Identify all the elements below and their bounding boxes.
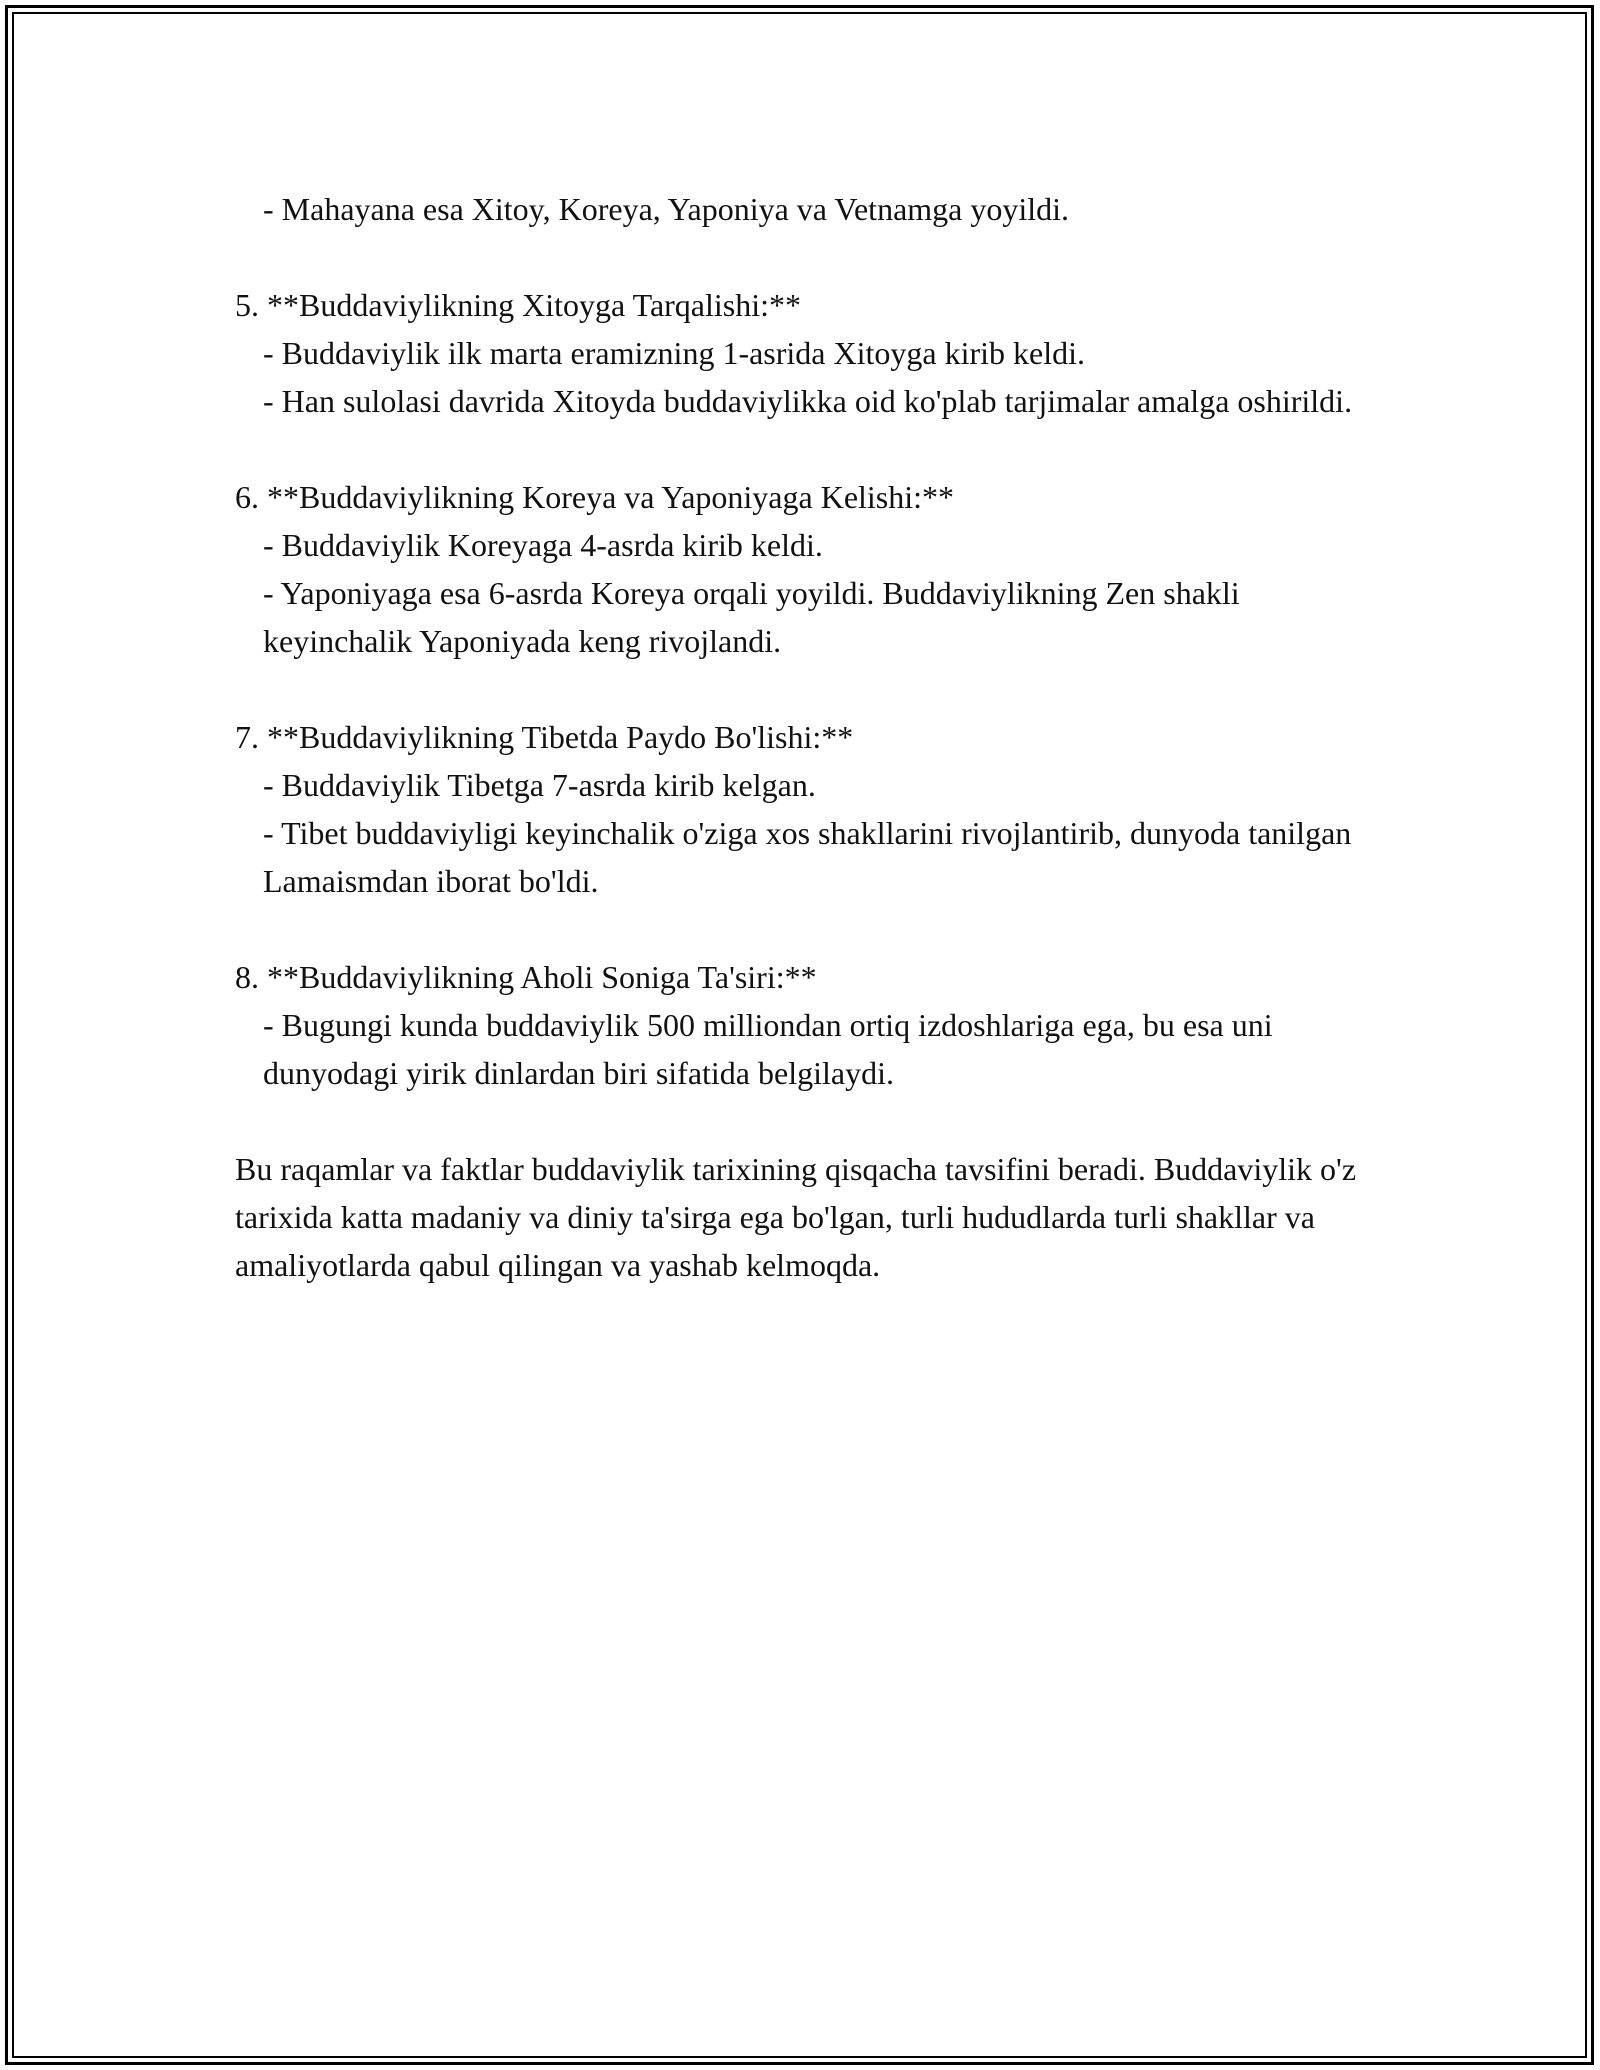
intro-bullet: - Mahayana esa Xitoy, Koreya, Yaponiya va Vetnamga yoyildi. [263,191,1070,227]
section-7 [235,713,1385,905]
spacer [235,1097,1385,1145]
conclusion-paragraph: Bu raqamlar va faktlar buddaviylik tarixining qisqacha tavsifini beradi. Buddaviylik o'z tarixida katta madaniy va diniy ta'sirga ega bo'lgan, turli hududlarda turli shakllar va amaliyotlarda qabul qilingan va yashab kelmoqda. [235,1151,1365,1283]
section-heading: 5. **Buddaviylikning Xitoyga Tarqalishi:** [235,287,802,323]
section-5 [235,281,1385,425]
section-bullet: - Yaponiyaga esa 6-asrda Koreya orqali yoyildi. Buddaviylikning Zen shakli keyinchalik Yaponiyada keng rivojlandi. [263,575,1248,659]
section-heading: 7. **Buddaviylikning Tibetda Paydo Bo'lishi:** [235,719,854,755]
document-body [235,185,1385,1289]
section-bullet: - Buddaviylik ilk marta eramizning 1-asrida Xitoyga kirib keldi. [263,335,1086,371]
section-bullet: - Buddaviylik Tibetga 7-asrda kirib kelgan. [263,767,816,803]
section-bullet: - Han sulolasi davrida Xitoyda buddaviylikka oid ko'plab tarjimalar amalga oshirildi. [263,383,1353,419]
spacer [235,233,1385,281]
section-bullet: - Bugungi kunda buddaviylik 500 milliondan ortiq izdoshlariga ega, bu esa uni dunyodagi yirik dinlardan biri sifatida belgilaydi. [263,1007,1281,1091]
section-heading: 6. **Buddaviylikning Koreya va Yaponiyaga Kelishi:** [235,479,955,515]
section-8 [235,953,1385,1097]
section-6 [235,473,1385,665]
section-bullet: - Buddaviylik Koreyaga 4-asrda kirib keldi. [263,527,823,563]
spacer [235,905,1385,953]
spacer [235,425,1385,473]
section-heading: 8. **Buddaviylikning Aholi Soniga Ta'siri:** [235,959,817,995]
spacer [235,665,1385,713]
section-bullet: - Tibet buddaviyligi keyinchalik o'ziga xos shakllarini rivojlantirib, dunyoda tanilgan Lamaismdan iborat bo'ldi. [263,815,1360,899]
